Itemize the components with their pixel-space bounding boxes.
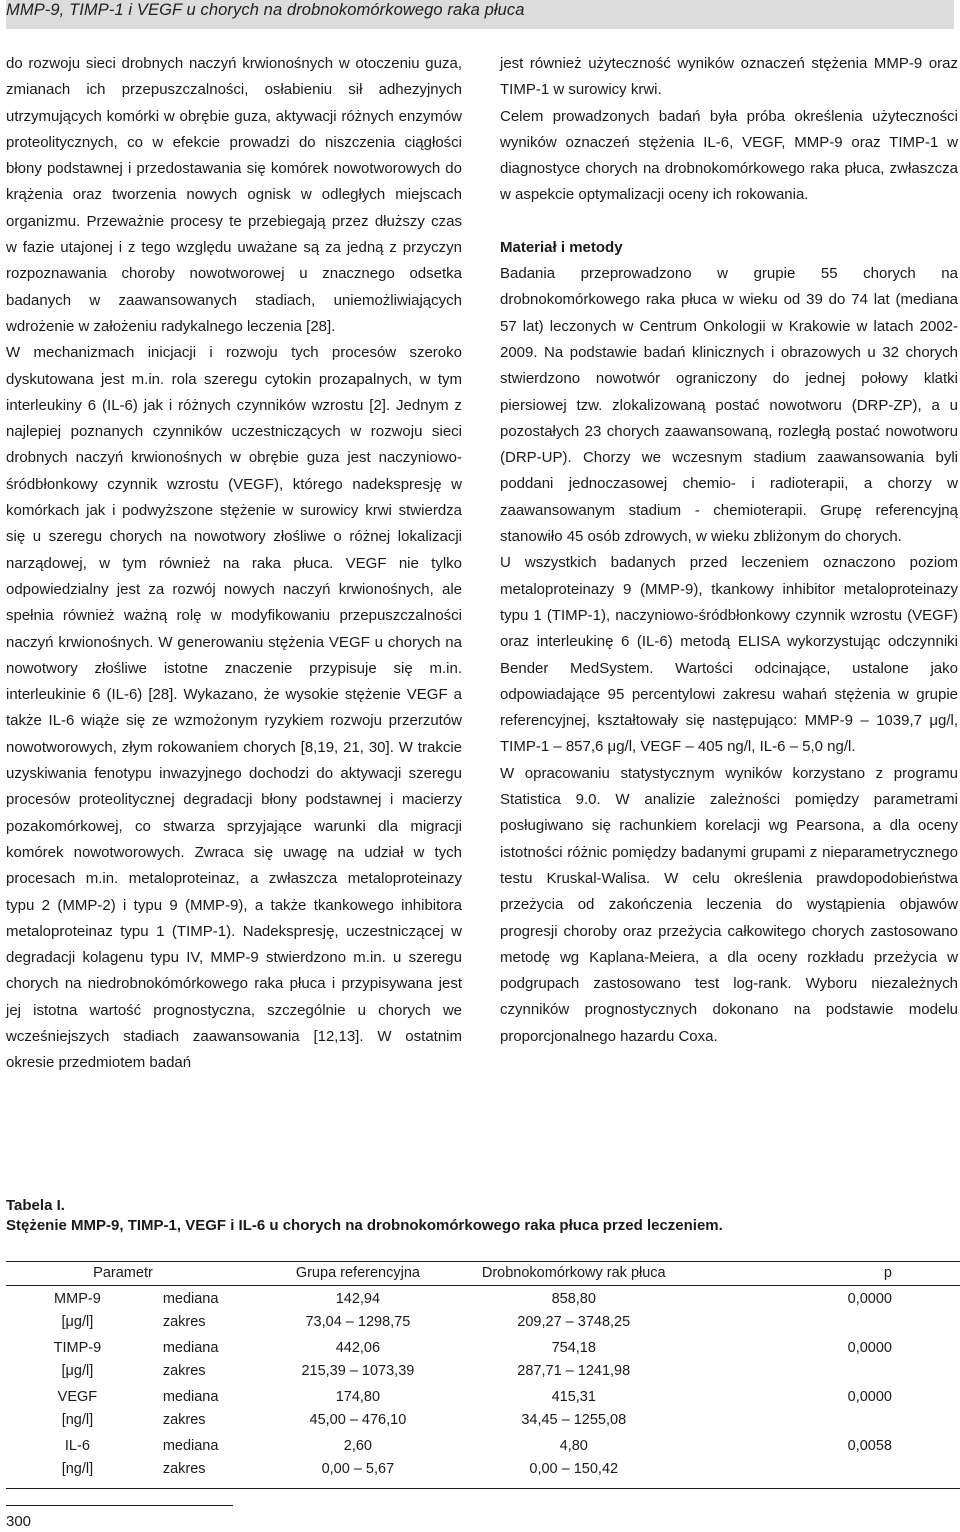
body-paragraph: Celem prowadzonych badań była próba określenia użyteczności wyników oznaczeń stężenia IL-6, VEGF, MMP-9 oraz TIMP-1 w diagnostyce chorych na drobnokomórkowego raka płuca, zwłaszcza w aspekcie optymalizacji oceny ich rokowania. bbox=[500, 107, 958, 204]
body-paragraph: U wszystkich badanych przed leczeniem oznaczono poziom metaloproteinazy 9 (MMP-9), tkankowy inhibitor metaloproteinazy typu 1 (TIMP-1), naczyniowo-śródbłonkowy czynnik wzrostu (VEGF) oraz interleukinę 6 (IL-6) metodą ELISA wykorzystując odczynniki Bender MedSystem. Wartości odcinające, ustalone jako odpowiadające 95 percentylowi zakresu wahań stężenia w grupie referencyjnej, kształtowały się następująco: MMP-9 – 1039,7 μg/l, TIMP-1 – 857,6 μg/l, VEGF – 405 ng/l, IL-6 – 5,0 ng/l. bbox=[500, 554, 958, 756]
table-cell: 215,39 – 1073,39 bbox=[301, 1362, 415, 1379]
table-row bbox=[6, 1336, 960, 1359]
table-cell: mediana bbox=[162, 1339, 219, 1356]
footer-rule bbox=[6, 1505, 233, 1506]
table-caption: Stężenie MMP-9, TIMP-1, VEGF i IL-6 u chorych na drobnokomórkowego raka płuca przed leczeniem. bbox=[6, 1217, 723, 1234]
left-column bbox=[6, 51, 462, 1077]
table-row bbox=[6, 1457, 960, 1480]
table-cell bbox=[683, 1310, 960, 1333]
table-row bbox=[6, 1434, 960, 1457]
table-cell: [ng/l] bbox=[61, 1411, 94, 1428]
body-paragraph: jest również użyteczność wyników oznaczeń stężenia MMP-9 oraz TIMP-1 w surowicy krwi. bbox=[500, 55, 958, 99]
column-header: p bbox=[883, 1265, 892, 1281]
table-cell: 287,71 – 1241,98 bbox=[517, 1362, 631, 1379]
table-cell: mediana bbox=[162, 1388, 219, 1405]
table-cell: 209,27 – 3748,25 bbox=[517, 1313, 631, 1330]
body-paragraph: do rozwoju sieci drobnych naczyń krwionośnych w otoczeniu guza, zmianach ich przepuszczalności, osłabieniu sił adhezyjnych utrzymujących komórki w obrębie guza, aktywacji różnych enzymów proteolitycznych, co w efekcie prowadzi do niszczenia ciągłości błony podstawnej i przedostawania się komórek nowotworowych do krążenia oraz tworzenia nowych ognisk w odległych miejscach organizmu. Przeważnie procesy te przebiegają przez dłuższy czas w fazie utajonej i z tego względu uważane są za jedną z przyczyn rozpoznawania choroby nowotworowej u znacznego odsetka badanych w zaawansowanych stadiach, uniemożliwiających wdrożenie w założeniu radykalnego leczenia [28]. bbox=[6, 55, 462, 335]
table-cell: mediana bbox=[162, 1437, 219, 1454]
data-table bbox=[6, 1262, 960, 1480]
table-cell bbox=[683, 1457, 960, 1480]
table-cell: 4,80 bbox=[559, 1437, 588, 1454]
right-column bbox=[500, 51, 958, 1050]
page-number: 300 bbox=[6, 1513, 32, 1530]
table-cell: 415,31 bbox=[551, 1388, 596, 1405]
table-cell: TIMP-9 bbox=[53, 1339, 102, 1356]
table-cell bbox=[683, 1359, 960, 1382]
table-cell: 174,80 bbox=[335, 1388, 381, 1405]
table-cell: 73,04 – 1298,75 bbox=[305, 1313, 411, 1330]
body-paragraph: Badania przeprowadzono w grupie 55 chorych na drobnokomórkowego raka płuca w wieku od 39 do 74 lat (mediana 57 lat) leczonych w Centrum Onkologii w Krakowie w latach 2002-2009. Na podstawie badań klinicznych i obrazowych u 32 chorych stwierdzono nowotwór ograniczony do jednej połowy klatki piersiowej tzw. zlokalizowaną postać nowotworu (DRP-ZP), a u pozostałych 23 chorych zaawansowaną, rozległą postać nowotworu (DRP-UP). Chorzy we wczesnym stadium zaawansowania byli poddani jednoczasowej chemio- i radioterapii, a chorzy w zaawansowanym stadium - chemioterapii. Grupę referencyjną stanowiło 45 osób zdrowych, w wieku zbliżonym do chorych. bbox=[500, 265, 958, 546]
body-paragraph: W mechanizmach inicjacji i rozwoju tych procesów szeroko dyskutowana jest m.in. rola szeregu cytokin prozapalnych, w tym interleukiny 6 (IL-6) jak i różnych czynników wzrostu [2]. Jednym z najlepiej poznanych czynników uczestniczących w rozwoju sieci drobnych naczyń krwionośnych w obrębie guza jest naczyniowo-śródbłonkowy czynnik wzrostu (VEGF), którego nadekspresję w komórkach jak i podwyższone stężenie w surowicy krwi stwierdza się u szeregu chorych na nowotwory złośliwe o różnej lokalizacji narządowej, w tym również na raka płuca. VEGF nie tylko odpowiedzialny jest za rozwój nowych naczyń krwionośnych, ale spełnia również ważną rolę w modyfikowaniu przepuszczalności naczyń krwionośnych. W generowaniu stężenia VEGF u chorych na nowotwory złośliwe istotne znaczenie przypisuje się m.in. interleukinie 6 (IL-6) [28]. Wykazano, że wysokie stężenie VEGF a także IL-6 wiąże się ze wzmożonym ryzykiem rozwoju przerzutów nowotworowych, złym rokowaniem chorych [8,19, 21, 30]. W trakcie uzyskiwania fenotypu inwazyjnego dochodzi do aktywacji szeregu procesów proteolitycznej degradacji błony podstawnej i macierzy pozakomórkowej, co stwarza sprzyjające warunki dla migracji komórek nowotworowych. Zwraca się uwagę na udział w tych procesach m.in. metaloproteinaz, a zwłaszcza metaloproteinazy typu 2 (MMP-2) i typu 9 (MMP-9), a także tkankowego inhibitora metaloproteinaz typu 1 (TIMP-1). Nadekspresję, uczestniczącej w degradacji kolagenu typu IV, MMP-9 stwierdzono m.in. u szeregu chorych na niedrobnokómórkowego raka płuca i przypisywana jest jej istotna wartość prognostyczna, szczególnie u chorych we wcześniejszych stadiach zaawansowania [12,13]. W ostatnim okresie przedmiotem badań bbox=[6, 344, 462, 1072]
section-heading: Materiał i metody bbox=[500, 238, 623, 256]
table-cell bbox=[683, 1408, 960, 1431]
running-title: MMP-9, TIMP-1 i VEGF u chorych na drobnokomórkowego raka płuca bbox=[6, 1, 525, 19]
table-cell: 858,80 bbox=[551, 1290, 596, 1307]
table-cell: zakres bbox=[162, 1362, 206, 1379]
table-cell: MMP-9 bbox=[54, 1290, 101, 1307]
table-cell: 0,0000 bbox=[847, 1388, 892, 1405]
table-cell: 34,45 – 1255,08 bbox=[521, 1411, 627, 1428]
table-cell: [μg/l] bbox=[61, 1313, 94, 1330]
column-header bbox=[153, 1262, 251, 1284]
table-cell: 0,0058 bbox=[847, 1437, 892, 1454]
table-row bbox=[6, 1408, 960, 1431]
column-header: Parametr bbox=[93, 1265, 153, 1281]
table-cell: zakres bbox=[162, 1313, 206, 1330]
table-row bbox=[6, 1287, 960, 1310]
table-cell: zakres bbox=[162, 1411, 206, 1428]
running-header bbox=[6, 0, 954, 29]
table-cell: 0,00 – 150,42 bbox=[529, 1460, 619, 1477]
table-cell: VEGF bbox=[57, 1388, 98, 1405]
table-cell: 45,00 – 476,10 bbox=[309, 1411, 407, 1428]
table-cell: 142,94 bbox=[335, 1290, 381, 1307]
table-cell: IL-6 bbox=[64, 1437, 90, 1454]
column-header: Drobnokomórkowy rak płuca bbox=[481, 1265, 666, 1281]
table-label: Tabela I. bbox=[6, 1197, 65, 1214]
table-row bbox=[6, 1310, 960, 1333]
table-cell: 754,18 bbox=[551, 1339, 596, 1356]
table-row bbox=[6, 1359, 960, 1382]
body-paragraph: W opracowaniu statystycznym wyników korzystano z programu Statistica 9.0. W analizie zależności pomiędzy parametrami posługiwano się rachunkiem korelacji wg Pearsona, a dla oceny istotności różnic pomiędzy badanymi grupami z nieparametrycznego testu Kruskal-Walisa. W celu określenia prawdopodobieństwa przeżycia od zakończenia leczenia do wystąpienia objawów progresji choroby oraz przeżycia całkowitego chorych zastosowano metodę wg Kaplana-Meiera, a dla oceny rozkładu przeżycia w podgrupach zastosowano test log-rank. Wyboru niezależnych czynników prognostycznych dokonano na podstawie modelu proporcjonalnego hazardu Coxa. bbox=[500, 764, 958, 1045]
section-gap bbox=[500, 209, 958, 235]
table-cell: [ng/l] bbox=[61, 1460, 94, 1477]
table-cell: 442,06 bbox=[335, 1339, 381, 1356]
table-cell: 0,0000 bbox=[847, 1290, 892, 1307]
table-cell: 2,60 bbox=[343, 1437, 372, 1454]
column-header: Grupa referencyjna bbox=[295, 1265, 420, 1281]
table-header-row bbox=[6, 1262, 960, 1284]
table-row bbox=[6, 1385, 960, 1408]
table-cell: zakres bbox=[162, 1460, 206, 1477]
table-cell: 0,00 – 5,67 bbox=[321, 1460, 395, 1477]
table-cell: 0,0000 bbox=[847, 1339, 892, 1356]
table-bottom-rule bbox=[6, 1488, 960, 1489]
table-cell: mediana bbox=[162, 1290, 219, 1307]
table-cell: [μg/l] bbox=[61, 1362, 94, 1379]
